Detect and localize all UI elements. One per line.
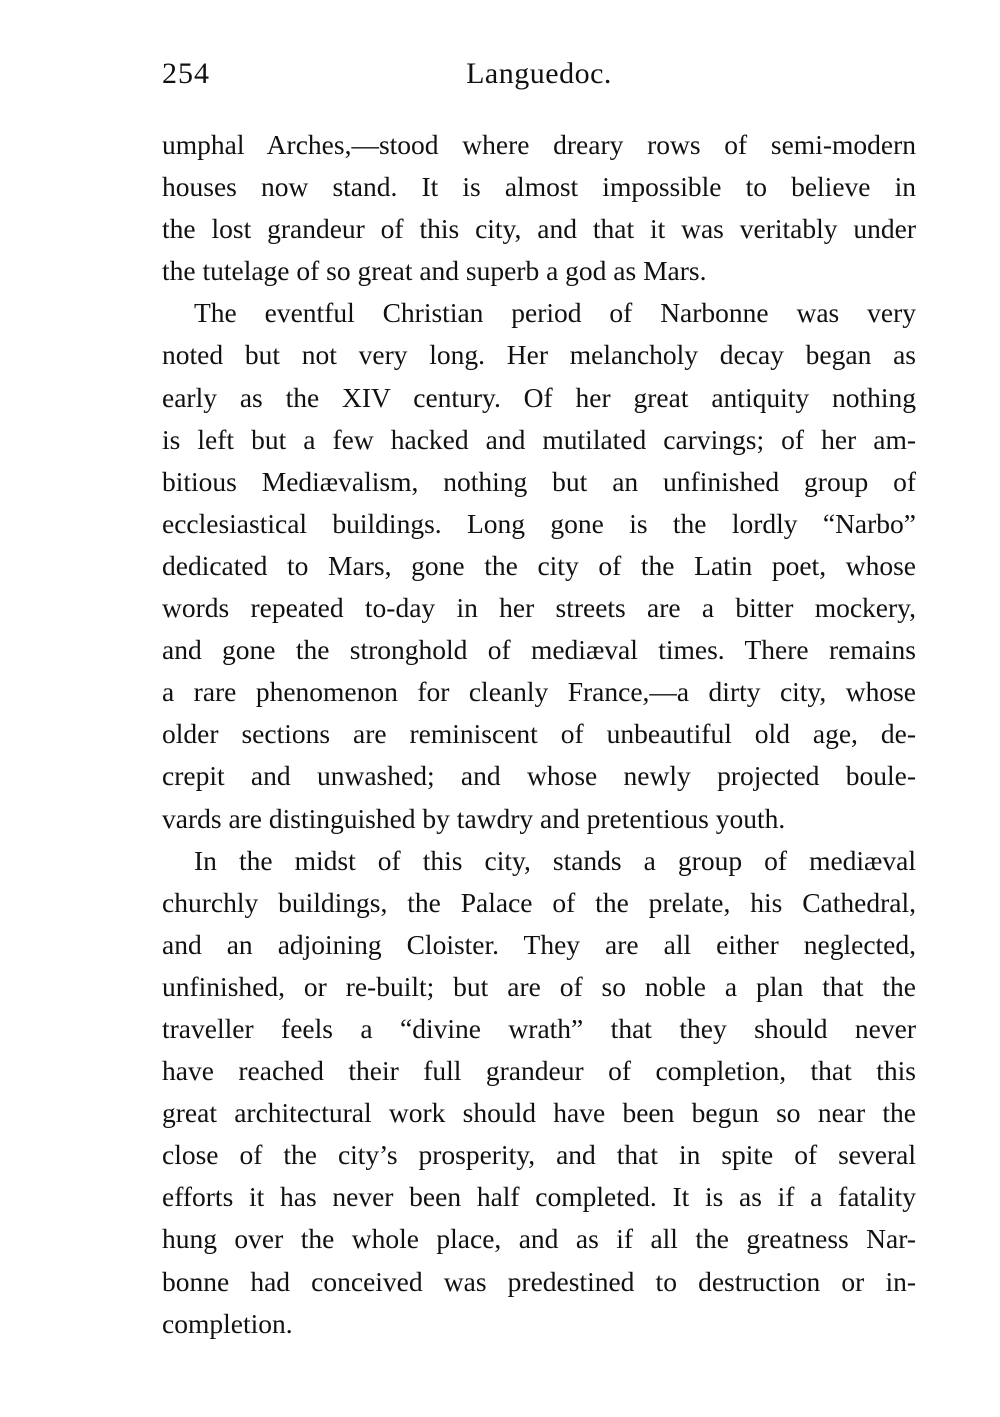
text-line: bonne had conceived was predestined to destruction or in- <box>162 1265 916 1297</box>
text-line: vards are distinguished by tawdry and pretentious youth. <box>162 802 786 834</box>
text-line: churchly buildings, the Palace of the prelate, his Cathedral, <box>162 886 916 918</box>
running-head <box>162 52 916 96</box>
text-line: the lost grandeur of this city, and that it was veritably under <box>162 213 916 245</box>
text-line: completion. <box>162 1307 293 1339</box>
text-line: ecclesiastical buildings. Long gone is the lordly “Narbo” <box>162 507 916 539</box>
text-line: In the midst of this city, stands a group of mediæval <box>194 844 916 876</box>
book-page <box>162 52 916 1345</box>
text-line: the tutelage of so great and superb a god as Mars. <box>162 255 707 287</box>
text-line: words repeated to-day in her streets are a bitter mockery, <box>162 592 916 624</box>
text-line: is left but a few hacked and mutilated carvings; of her am- <box>162 423 916 455</box>
running-title: Languedoc. <box>466 57 612 90</box>
body-text <box>162 124 916 1345</box>
text-line: hung over the whole place, and as if all the greatness Nar- <box>162 1223 916 1255</box>
text-line: close of the city’s prosperity, and that in spite of several <box>162 1139 916 1171</box>
paragraph-2 <box>162 292 916 839</box>
text-line: unfinished, or re-built; but are of so noble a plan that the <box>162 970 916 1002</box>
text-line: a rare phenomenon for cleanly France,—a dirty city, whose <box>162 676 916 708</box>
text-line: dedicated to Mars, gone the city of the Latin poet, whose <box>162 549 916 581</box>
text-line: efforts it has never been half completed. It is as if a fatality <box>162 1181 916 1213</box>
paragraph-3 <box>162 840 916 1345</box>
text-line: early as the XIV century. Of her great antiquity nothing <box>162 381 916 413</box>
text-line: traveller feels a “divine wrath” that they should never <box>162 1012 916 1044</box>
text-line: crepit and unwashed; and whose newly projected boule- <box>162 760 916 792</box>
page-number: 254 <box>162 57 210 90</box>
text-line: The eventful Christian period of Narbonne was very <box>194 297 916 329</box>
text-line: older sections are reminiscent of unbeautiful old age, de- <box>162 718 916 750</box>
text-line: bitious Mediævalism, nothing but an unfinished group of <box>162 465 916 497</box>
text-line: umphal Arches,—stood where dreary rows of semi-modern <box>162 129 916 160</box>
text-line: and gone the stronghold of mediæval times. There remains <box>162 634 916 666</box>
text-line: houses now stand. It is almost impossible to believe in <box>162 171 916 203</box>
text-line: have reached their full grandeur of completion, that this <box>162 1055 916 1087</box>
paragraph-1 <box>162 124 916 292</box>
text-line: noted but not very long. Her melancholy decay began as <box>162 339 916 371</box>
text-line: great architectural work should have been begun so near the <box>162 1097 916 1129</box>
text-line: and an adjoining Cloister. They are all either neglected, <box>162 928 916 960</box>
